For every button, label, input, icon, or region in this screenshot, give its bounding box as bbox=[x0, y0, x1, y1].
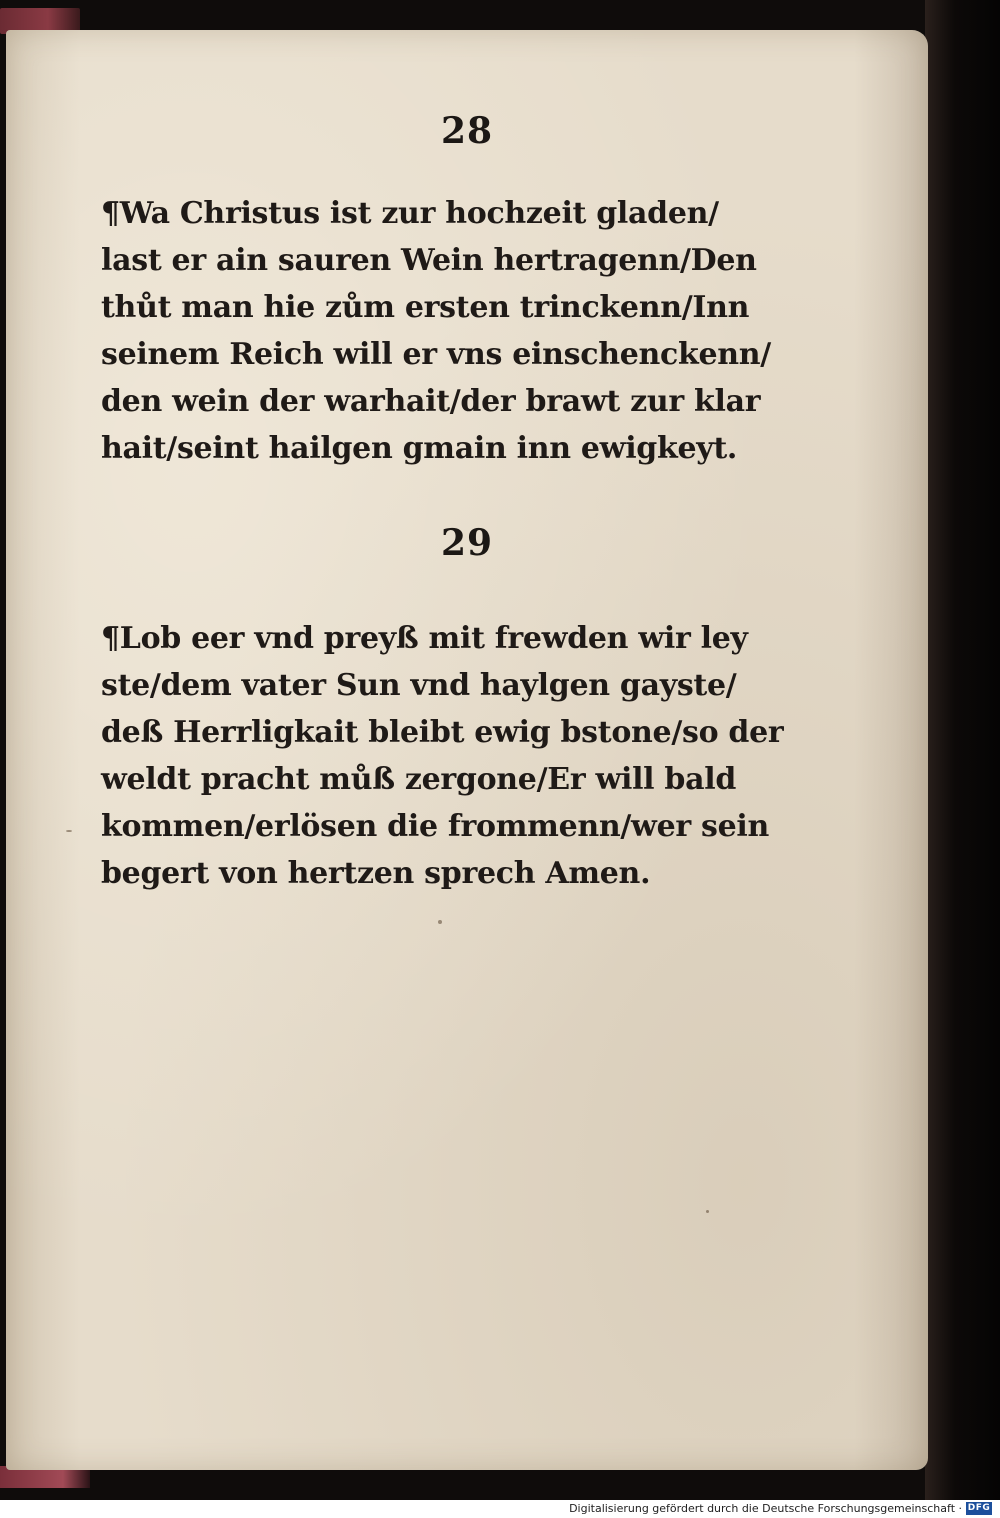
paper-speck bbox=[66, 830, 72, 832]
stanza-29-line: ¶Lob eer vnd preyß mit frewden wir ley bbox=[101, 621, 748, 656]
stanza-28-line: hait/seint hailgen gmain inn ewigkeyt. bbox=[101, 431, 738, 466]
stanza-28 bbox=[101, 190, 821, 472]
stanza-29-line: weldt pracht můß zergone/Er will bald bbox=[101, 762, 737, 797]
stanza-28-line: seinem Reich will er vns einschenckenn/ bbox=[101, 337, 771, 372]
stanza-29-line: ste/dem vater Sun vnd haylgen gayste/ bbox=[101, 668, 737, 703]
paper-speck bbox=[706, 1210, 709, 1213]
book-page bbox=[6, 30, 928, 1470]
stanza-29-line: deß Herrligkait bleibt ewig bstone/so der bbox=[101, 715, 784, 750]
dfg-logo: DFG bbox=[967, 1503, 991, 1513]
stanza-28-line: thůt man hie zům ersten trinckenn/Inn bbox=[101, 290, 750, 325]
stanza-29-line: begert von hertzen sprech Amen. bbox=[101, 856, 651, 891]
page-number-28: 28 bbox=[440, 110, 494, 152]
stanza-29-line: kommen/erlösen die frommenn/wer sein bbox=[101, 809, 769, 844]
book-gutter-shadow bbox=[925, 0, 1000, 1500]
digitization-credit: Digitalisierung gefördert durch die Deutsche Forschungsgemeinschaft · bbox=[569, 1502, 962, 1515]
paper-speck bbox=[438, 920, 442, 924]
stanza-29 bbox=[101, 615, 821, 897]
stanza-28-line: ¶Wa Christus ist zur hochzeit gladen/ bbox=[101, 196, 719, 231]
stanza-28-line: last er ain sauren Wein hertragenn/Den bbox=[101, 243, 757, 278]
page-number-29: 29 bbox=[440, 522, 494, 564]
stanza-28-line: den wein der warhait/der brawt zur klar bbox=[101, 384, 761, 419]
